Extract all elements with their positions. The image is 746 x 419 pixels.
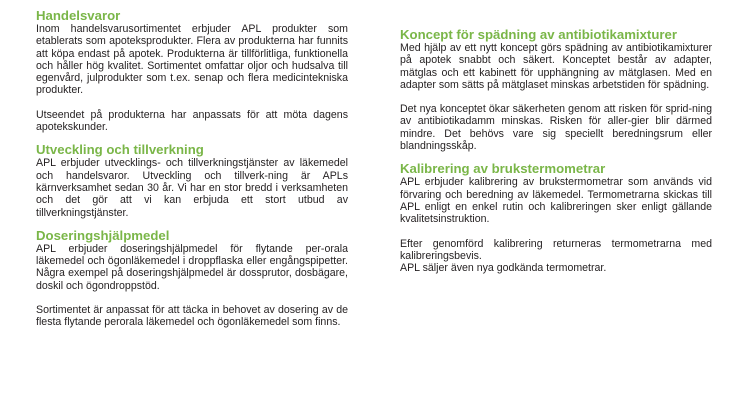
- left-column: [36, 8, 348, 329]
- heading-koncept-spadning: Koncept för spädning av antibiotikamixturer: [400, 27, 677, 42]
- heading-kalibrering: Kalibrering av brukstermometrar: [400, 161, 606, 177]
- paragraph-handelsvaror-2: Utseendet på produkterna har anpassats för att möta dagens apotekskunder.: [36, 108, 348, 134]
- heading-doseringshjalpmedel: Doseringshjälpmedel: [36, 227, 170, 243]
- heading-handelsvaror: Handelsvaror: [36, 8, 121, 23]
- paragraph-kalibrering-3: APL säljer även nya godkända termometrar.: [400, 262, 607, 275]
- paragraph-handelsvaror-1: Inom handelsvarusortimentet erbjuder APL produkter som etablerats som apoteksprodukter. Flera av produkterna har funnits att köpa endast på apotek. Produkterna är tillförlitliga, funktionella och håller hög kvalitet. Sortimentet omfattar oljor och hudsalva till egenvård, julprodukter som t.ex. senap och flera medicintekniska produkter.: [36, 23, 348, 97]
- right-column: [400, 27, 712, 274]
- paragraph-dosering-1: APL erbjuder doseringshjälpmedel för flytande per-orala läkemedel och ögonläkemedel i droppflaska eller engångspipetter. Några exempel på doseringshjälpmedel är dossprutor, dosbägare, doskil och ögondroppstöd.: [36, 242, 348, 292]
- paragraph-kalibrering-1: APL erbjuder kalibrering av brukstermometrar som används vid förvaring och beredning av läkemedel. Termometrarna skickas till APL enligt en enkel rutin och kalibreringen sker enligt gällande kvalitetsinstruktion.: [400, 176, 712, 226]
- paragraph-utveckling-1: APL erbjuder utvecklings- och tillverkningstjänster av läkemedel och handelsvaror. Utveckling och tillverk-ning är APLs kärnverksamhet sedan 30 år. Vi har en stor bredd i verksamheten och det gör att vi kan erbjuda ett stort utbud av tillverkningstjänster.: [36, 157, 348, 219]
- paragraph-dosering-2: Sortimentet är anpassat för att täcka in behovet av dosering av de flesta flytande perorala läkemedel och ögonläkemedel som finns.: [36, 304, 348, 329]
- paragraph-koncept-1: Med hjälp av ett nytt koncept görs spädning av antibiotikamixturer på apotek snabbt och säkert. Konceptet består av adapter, mätglas och ett kabinett för upphängning av mätglasen. Med en adapter som sätts på mätglaset minskas arbetstiden för spädning.: [400, 42, 712, 91]
- paragraph-koncept-2: Det nya konceptet ökar säkerheten genom att risken för sprid-ning av antibiotikadamm minskas. Risken för aller-gier blir därmed mindre. Det behövs vare sig speciellt beredningsrum eller blandningsskåp.: [400, 103, 712, 153]
- heading-utveckling: Utveckling och tillverkning: [36, 142, 204, 158]
- paragraph-kalibrering-2: Efter genomförd kalibrering returneras termometrarna med kalibreringsbevis.: [400, 237, 712, 262]
